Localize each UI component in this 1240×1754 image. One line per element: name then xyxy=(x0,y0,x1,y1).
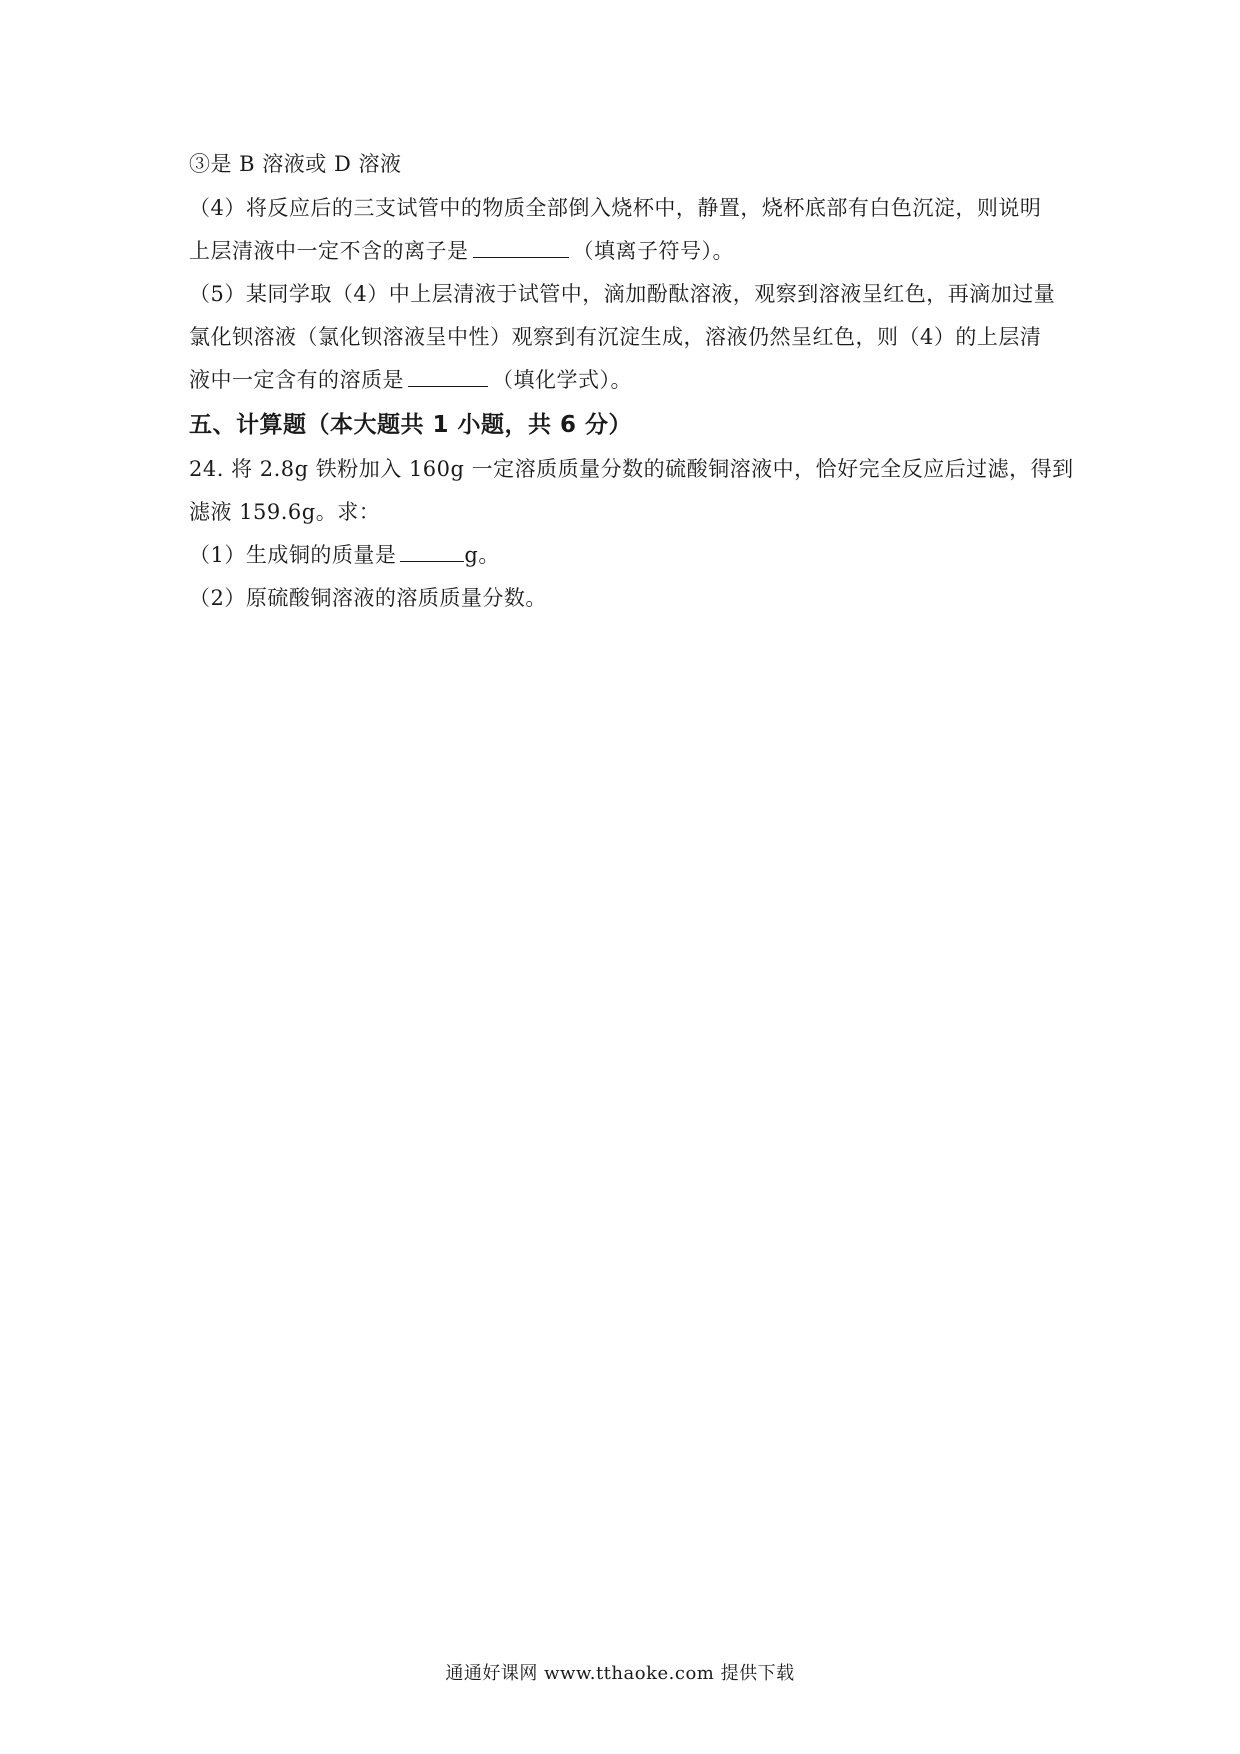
q23-part4-line2 xyxy=(189,236,734,266)
q24-part2-text: （2）原硫酸铜溶液的溶质质量分数。 xyxy=(189,586,547,610)
answer-blank-ions[interactable] xyxy=(473,237,569,258)
answer-blank-solute[interactable] xyxy=(408,366,488,387)
q23-part4-line2-before: 上层清液中一定不含的离子是 xyxy=(189,239,469,263)
q24-part1-after: g。 xyxy=(464,543,500,567)
section-5-heading-text: 五、计算题（本大题共 1 小题，共 6 分） xyxy=(189,412,633,438)
q23-part4-line1 xyxy=(189,193,1041,223)
q23-part5-line1-text: （5）某同学取（4）中上层清液于试管中，滴加酚酞溶液，观察到溶液呈红色，再滴加过量 xyxy=(189,282,1056,306)
q23-option-3-text: ③是 B 溶液或 D 溶液 xyxy=(189,152,402,176)
q24-line2-text: 滤液 159.6g。求： xyxy=(189,500,381,524)
q24-part1 xyxy=(189,540,500,570)
q23-part5-line3 xyxy=(189,365,632,395)
page-footer xyxy=(0,1661,1240,1687)
q23-part4-line2-after: （填离子符号）。 xyxy=(572,239,734,263)
q23-option-3 xyxy=(189,149,401,179)
answer-blank-copper-mass[interactable] xyxy=(400,541,464,562)
q24-part1-before: （1）生成铜的质量是 xyxy=(189,543,397,567)
q23-part5-line3-after: （填化学式）。 xyxy=(492,368,632,392)
q23-part5-line2-text: 氯化钡溶液（氯化钡溶液呈中性）观察到有沉淀生成，溶液仍然呈红色，则（4）的上层清 xyxy=(189,325,1042,349)
q24-line1 xyxy=(189,454,1074,484)
section-5-heading xyxy=(189,409,632,441)
q24-line2 xyxy=(189,497,380,527)
q23-part4-line1-text: （4）将反应后的三支试管中的物质全部倒入烧杯中，静置，烧杯底部有白色沉淀，则说明 xyxy=(189,196,1042,220)
q23-part5-line2 xyxy=(189,322,1041,352)
q23-part5-line3-before: 液中一定含有的溶质是 xyxy=(189,368,404,392)
q24-part2 xyxy=(189,583,547,613)
footer-text: 通通好课网 www.tthaoke.com 提供下载 xyxy=(445,1663,795,1684)
q24-line1-text: 24. 将 2.8g 铁粉加入 160g 一定溶质质量分数的硫酸铜溶液中，恰好完全反应后过滤，得到 xyxy=(189,457,1074,481)
q23-part5-line1 xyxy=(189,279,1055,309)
